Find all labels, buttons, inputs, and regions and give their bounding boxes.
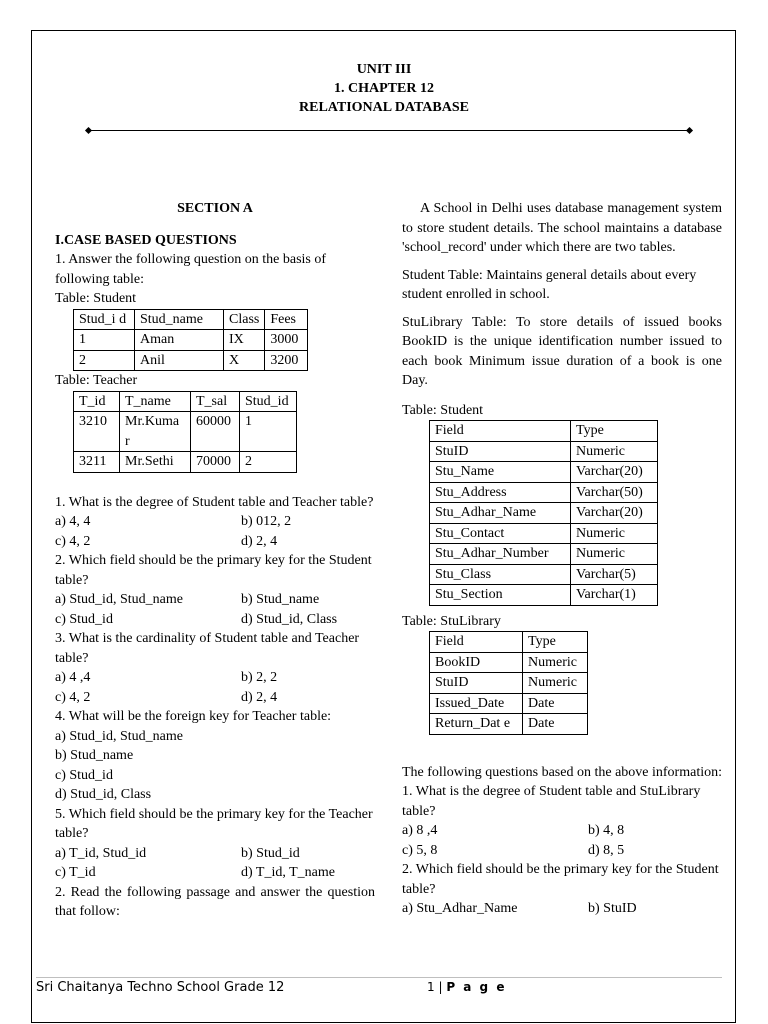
- table-cell: Varchar(1): [571, 585, 658, 606]
- questions-intro: The following questions based on the above information:: [402, 764, 722, 780]
- table-cell: StuID: [430, 441, 571, 462]
- student-table: [73, 309, 308, 372]
- table-row: [430, 544, 658, 565]
- question-5: 5. Which field should be the primary key for the Teacher table?: [55, 806, 373, 841]
- table-cell: X: [224, 350, 265, 371]
- table-cell: Class: [224, 309, 265, 330]
- option-row: [55, 668, 375, 688]
- table-cell: Mr.Sethi: [120, 452, 191, 473]
- table-cell: 1: [74, 330, 135, 351]
- table-cell: Varchar(20): [571, 462, 658, 483]
- table-cell: Return_Dat e: [430, 714, 523, 735]
- table-cell: Stu_Adhar_Number: [430, 544, 571, 565]
- table-cell: 70000: [191, 452, 240, 473]
- page-number: 1: [427, 980, 435, 994]
- table-cell: StuID: [430, 673, 523, 694]
- table-cell: Stu_Class: [430, 564, 571, 585]
- option-row: [402, 899, 722, 919]
- table-row: [430, 632, 588, 653]
- option: a) T_id, Stud_id: [55, 845, 147, 861]
- option: a) Stud_id, Stud_name: [55, 728, 183, 744]
- table-cell: 2: [240, 452, 297, 473]
- table-row: [430, 462, 658, 483]
- table-row: [74, 452, 297, 473]
- option-row: [55, 688, 375, 708]
- topic-title: RELATIONAL DATABASE: [299, 100, 469, 115]
- teacher-table-label: Table: Teacher: [55, 373, 138, 388]
- question-1: 1. What is the degree of Student table and StuLibrary table?: [402, 784, 701, 819]
- paragraph-library-table: StuLibrary Table: To store details of issued books BookID is the unique identification number issued to each book Minimum issue duration of a book is one Day.: [402, 314, 722, 388]
- teacher-table: [73, 391, 297, 473]
- table-cell: Aman: [135, 330, 224, 351]
- case-heading: I.CASE BASED QUESTIONS: [55, 232, 237, 248]
- option: a) Stud_id, Stud_name: [55, 592, 183, 607]
- table-row: [430, 564, 658, 585]
- document-header: [0, 60, 768, 117]
- table-cell: Varchar(50): [571, 482, 658, 503]
- option: b) Stud_name: [55, 748, 134, 763]
- table-cell: Field: [430, 632, 523, 653]
- table-row: [430, 693, 588, 714]
- table-row: [430, 421, 658, 442]
- table-row: [74, 330, 308, 351]
- option: a) 4 ,4: [55, 670, 91, 685]
- option: d) Stud_id, Class: [241, 611, 338, 627]
- question-2: 2. Which field should be the primary key for the Student table?: [55, 553, 372, 588]
- page-label: P a g e: [446, 980, 507, 994]
- student-fields-table: [429, 420, 658, 606]
- passage-question: 2. Read the following passage and answer the question that follow:: [55, 884, 375, 919]
- table-cell: Date: [523, 693, 588, 714]
- option-row: [402, 821, 722, 841]
- table-cell: Numeric: [571, 523, 658, 544]
- question-1: 1. What is the degree of Student table and Teacher table?: [55, 494, 374, 510]
- table-cell: Stud_i d: [74, 309, 135, 330]
- option: d) 8, 5: [588, 842, 625, 858]
- option-row: [402, 841, 722, 861]
- option: c) Stud_id: [55, 611, 113, 627]
- table-cell: Stu_Adhar_Name: [430, 503, 571, 524]
- table-cell: Stud_id: [240, 391, 297, 412]
- table-cell: 60000: [191, 412, 240, 452]
- table-cell: Anil: [135, 350, 224, 371]
- table-row: [74, 391, 297, 412]
- option: c) 4, 2: [55, 533, 91, 549]
- option: d) 2, 4: [241, 689, 278, 705]
- library-fields-table: [429, 631, 588, 735]
- option-row: [55, 610, 375, 630]
- table-cell: BookID: [430, 652, 523, 673]
- option: c) 5, 8: [402, 842, 438, 858]
- option: a) Stu_Adhar_Name: [402, 901, 518, 916]
- table-row: [430, 482, 658, 503]
- option: b) Stud_id: [241, 845, 300, 861]
- table-cell: Field: [430, 421, 571, 442]
- left-column: [55, 199, 375, 922]
- table-cell: Stu_Address: [430, 482, 571, 503]
- table-row: [74, 309, 308, 330]
- option: b) StuID: [588, 901, 637, 916]
- option: c) T_id: [55, 865, 96, 880]
- table-cell: Numeric: [523, 673, 588, 694]
- table-cell: Numeric: [571, 544, 658, 565]
- table-cell: Type: [571, 421, 658, 442]
- option-row: [55, 590, 375, 610]
- table-row: [74, 350, 308, 371]
- footer-school-name: Sri Chaitanya Techno School Grade 12: [36, 980, 285, 995]
- table-row: [430, 503, 658, 524]
- option: a) 4, 4: [55, 514, 91, 529]
- table-cell: 3200: [265, 350, 308, 371]
- table-cell: Stu_Name: [430, 462, 571, 483]
- option: b) Stud_name: [241, 592, 320, 607]
- question-4: 4. What will be the foreign key for Teacher table:: [55, 709, 332, 724]
- student-table-label: Table: Student: [55, 291, 137, 306]
- table-cell: 3000: [265, 330, 308, 351]
- option-row: [55, 512, 375, 532]
- table-row: [74, 412, 297, 452]
- footer-page-number: 1 | P a g e: [427, 980, 507, 994]
- table-cell: Issued_Date: [430, 693, 523, 714]
- option: d) Stud_id, Class: [55, 787, 152, 802]
- option: d) T_id, T_name: [241, 865, 335, 880]
- table-row: [430, 652, 588, 673]
- table-cell: Numeric: [571, 441, 658, 462]
- table-row: [430, 585, 658, 606]
- question-intro: 1. Answer the following question on the basis of following table:: [55, 252, 327, 287]
- option: b) 012, 2: [241, 514, 292, 529]
- table-row: [430, 523, 658, 544]
- option-row: [55, 844, 375, 864]
- option: c) 4, 2: [55, 689, 91, 705]
- table-cell: T_sal: [191, 391, 240, 412]
- table-cell: Stud_name: [135, 309, 224, 330]
- table-row: [430, 441, 658, 462]
- page-footer: [36, 977, 722, 998]
- question-3: 3. What is the cardinality of Student table and Teacher table?: [55, 631, 360, 666]
- option: b) 2, 2: [241, 670, 278, 685]
- table-cell: Varchar(5): [571, 564, 658, 585]
- option: a) 8 ,4: [402, 823, 438, 838]
- student-fields-label: Table: Student: [402, 402, 484, 418]
- option: d) 2, 4: [241, 533, 278, 549]
- table-cell: Mr.Kuma r: [120, 412, 191, 452]
- header-divider: [88, 130, 690, 131]
- table-cell: Stu_Section: [430, 585, 571, 606]
- table-row: [430, 714, 588, 735]
- table-cell: Varchar(20): [571, 503, 658, 524]
- table-cell: T_name: [120, 391, 191, 412]
- option: c) Stud_id: [55, 767, 113, 783]
- table-cell: 2: [74, 350, 135, 371]
- table-cell: 3211: [74, 452, 120, 473]
- table-cell: Date: [523, 714, 588, 735]
- option-row: [55, 532, 375, 552]
- table-cell: 1: [240, 412, 297, 452]
- table-cell: Type: [523, 632, 588, 653]
- unit-title: UNIT III: [356, 62, 412, 77]
- option-row: [55, 863, 375, 883]
- table-cell: IX: [224, 330, 265, 351]
- chapter-title: 1. CHAPTER 12: [334, 81, 434, 96]
- paragraph-school: A School in Delhi uses database management system to store student details. The school maintains a database 'school_record' under which there are two tables.: [402, 201, 722, 255]
- table-cell: Numeric: [523, 652, 588, 673]
- table-cell: Fees: [265, 309, 308, 330]
- table-cell: 3210: [74, 412, 120, 452]
- section-title: SECTION A: [177, 201, 253, 216]
- paragraph-student-table: Student Table: Maintains general details about every student enrolled in school.: [402, 267, 697, 302]
- question-2: 2. Which field should be the primary key for the Student table?: [402, 862, 719, 897]
- table-row: [430, 673, 588, 694]
- table-cell: T_id: [74, 391, 120, 412]
- option: b) 4, 8: [588, 823, 625, 838]
- library-fields-label: Table: StuLibrary: [402, 613, 501, 629]
- right-column: [402, 199, 722, 919]
- table-cell: Stu_Contact: [430, 523, 571, 544]
